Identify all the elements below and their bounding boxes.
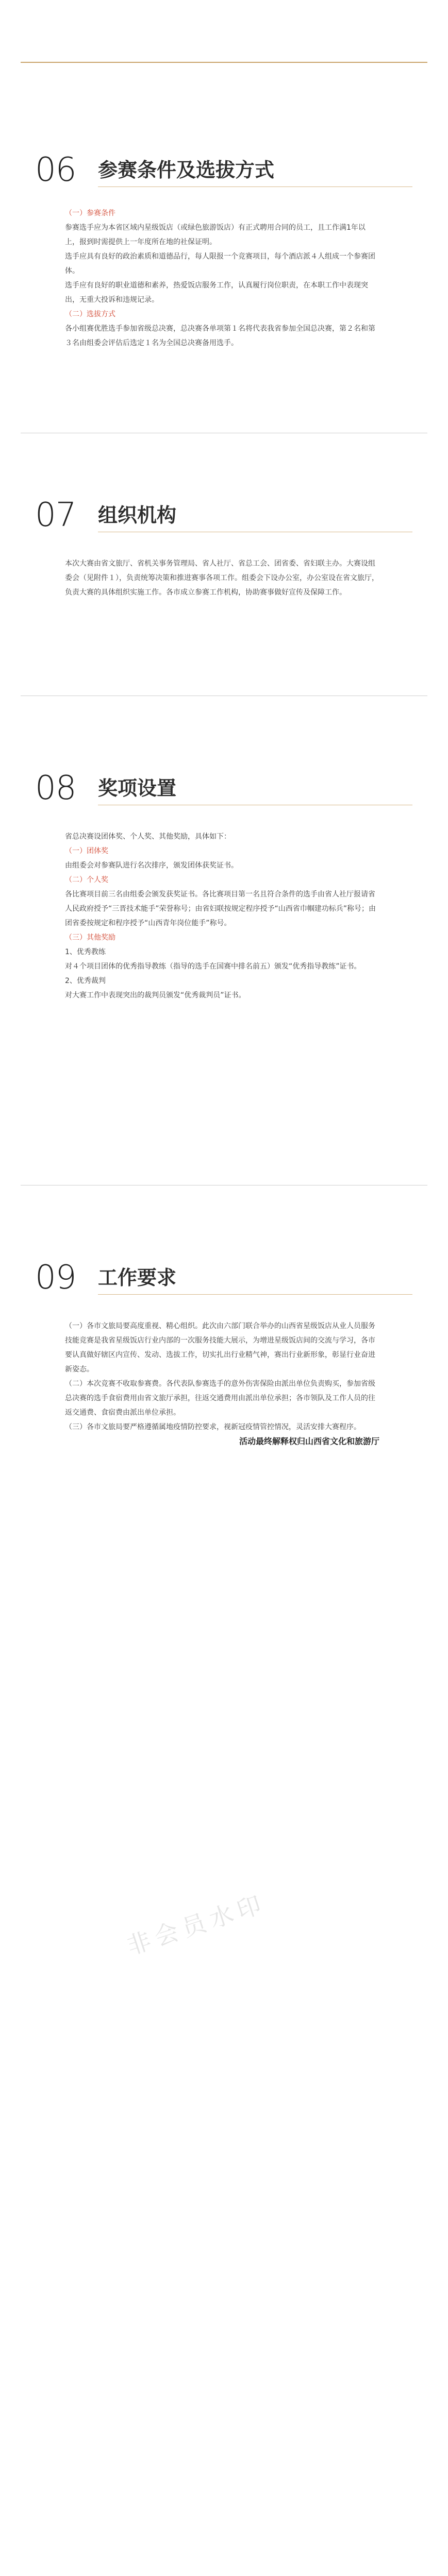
paragraph: 选手应具有良好的政治素质和道德品行，每人限报一个竞赛项目，每个酒店派４人组成一个参赛团体。 xyxy=(65,252,375,275)
paragraph: （一）各市文旅局要高度重视、精心组织。此次由六部门联合举办的山西省星级饭店从业人员服务技能竞赛是我省星级饭店行业内部的一次服务技能大展示，为增进星级饭店间的交流与学习，各市要认真做好辖区内宣传、发动、选拔工作，切实扎出行业精气神，赛出行业新形象，彰显行业奋进新姿态。 xyxy=(65,1322,375,1374)
section-number: 09 xyxy=(35,1259,76,1297)
section-number: 08 xyxy=(35,769,76,807)
section-06 xyxy=(21,149,427,350)
section-07 xyxy=(21,495,427,600)
paragraph: 对大赛工作中表现突出的裁判员颁发“优秀裁判员”证书。 xyxy=(65,991,246,999)
section-body xyxy=(65,1319,379,1449)
section-title: 工作要求 xyxy=(98,1266,177,1289)
section-title: 组织机构 xyxy=(98,504,177,527)
section-header xyxy=(21,768,427,814)
section-body xyxy=(65,206,379,350)
paragraph: 各小组赛优胜选手参加省级总决赛，总决赛各单项第１名将代表我省参加全国总决赛，第２名和第３名由组委会评估后选定１名为全国总决赛备用选手。 xyxy=(65,325,375,347)
paragraph: 参赛选手应为本省区域内星级饭店（或绿色旅游饭店）有正式聘用合同的员工，且工作满1年以上，报到时需提供上一年度所在地的社保证明。 xyxy=(65,224,366,246)
organizer-statement: 活动最终解释权归山西省文化和旅游厅 xyxy=(239,1436,379,1446)
paragraph: 2、优秀裁判 xyxy=(65,977,106,985)
sub-heading: （二）个人奖 xyxy=(65,876,108,884)
paragraph: （二）本次竞赛不收取参赛费。各代表队参赛选手的意外伤害保险由派出单位负责购买，参加省级总决赛的选手食宿费用由省文旅厅承担，往返交通费用由派出单位承担；各市领队及工作人员的往返交通费、食宿费由派出单位承担。 xyxy=(65,1380,375,1417)
section-title: 奖项设置 xyxy=(98,777,177,800)
paragraph: 各比赛项目前三名由组委会颁发获奖证书。各比赛项目第一名且符合条件的选手由省人社厅报请省人民政府授予“三晋技术能手”荣誉称号；由省妇联按规定程序授予“山西省巾帼建功标兵”称号；由团省委按规定和程序授予“山西青年岗位能手”称号。 xyxy=(65,890,376,927)
sub-heading: （三）其他奖励 xyxy=(65,934,115,942)
section-number: 06 xyxy=(35,151,76,189)
sub-heading: （一）参赛条件 xyxy=(65,209,115,217)
section-body xyxy=(65,556,379,600)
section-body xyxy=(65,829,379,1003)
paragraph: 省总决赛设团体奖、个人奖、其他奖励，具体如下： xyxy=(65,833,231,841)
section-header xyxy=(21,1257,427,1303)
section-number: 07 xyxy=(35,496,76,534)
paragraph: 选手应有良好的职业道德和素养，热爱饭店服务工作，认真履行岗位职责，在本职工作中表现突出，无重大投诉和违规记录。 xyxy=(65,281,368,304)
section-09 xyxy=(21,1257,427,1449)
watermark: 非会员水印 xyxy=(123,1889,270,1960)
section-header xyxy=(21,149,427,196)
section-header xyxy=(21,495,427,541)
sub-heading: （一）团体奖 xyxy=(65,847,108,855)
section-08 xyxy=(21,768,427,1003)
section-title: 参赛条件及选拔方式 xyxy=(98,159,275,181)
title-underline xyxy=(98,1294,412,1295)
document-page xyxy=(21,31,427,2576)
top-divider xyxy=(21,62,427,63)
paragraph: 本次大赛由省文旅厅、省机关事务管理局、省人社厅、省总工会、团省委、省妇联主办。大赛设组委会（见附件１），负责统筹决策和推进赛事各项工作。组委会下设办公室，办公室设在省文旅厅，负责大赛的具体组织实施工作。各市成立参赛工作机构，协助赛事做好宣传及保障工作。 xyxy=(65,560,379,597)
paragraph: 由组委会对参赛队进行名次排序，颁发团体获奖证书。 xyxy=(65,861,238,870)
sub-heading: （二）选拔方式 xyxy=(65,310,115,318)
paragraph: 对４个项目团体的优秀指导教练（指导的选手在国赛中排名前五）颁发“优秀指导教练”证书。 xyxy=(65,962,361,971)
paragraph: 1、优秀教练 xyxy=(65,948,106,956)
paragraph: （三）各市文旅局要严格遵循属地疫情防控要求，视新冠疫情管控情况，灵活安排大赛程序。 xyxy=(65,1423,361,1431)
